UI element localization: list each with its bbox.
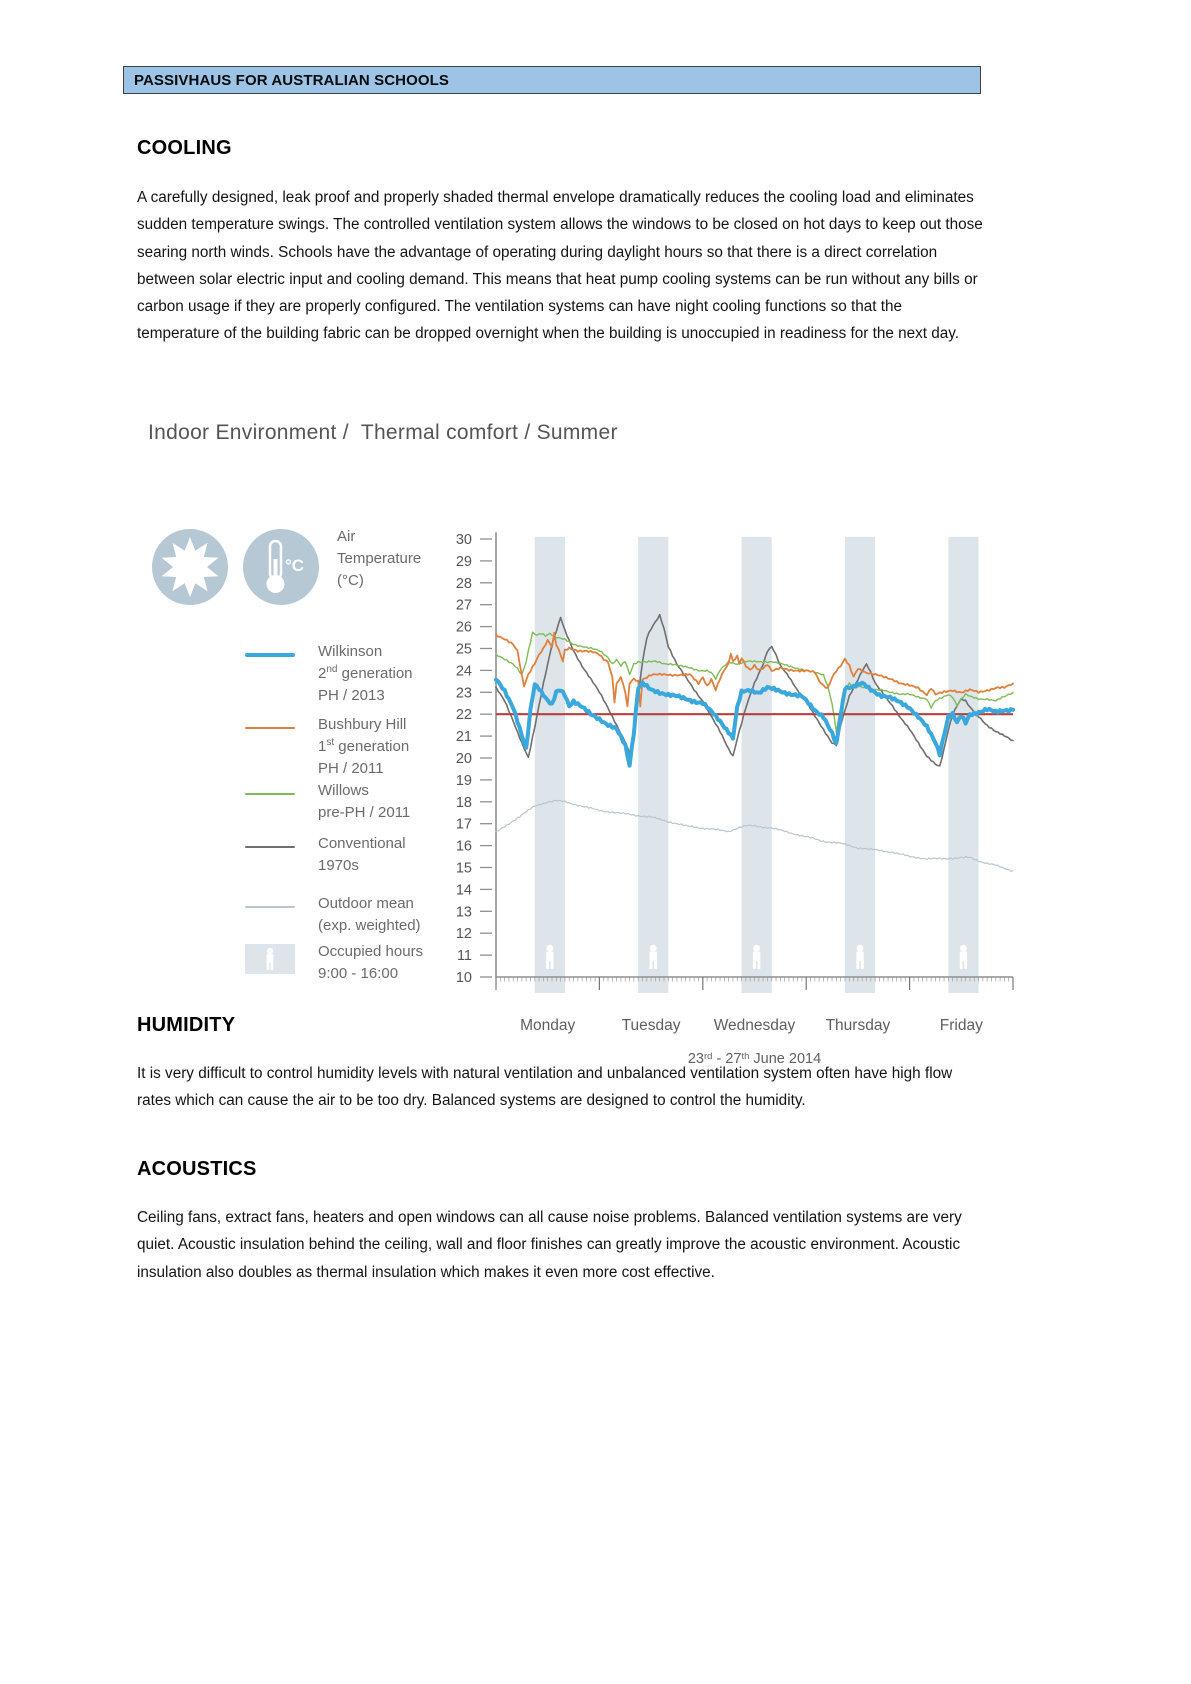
legend-line-sample — [245, 653, 295, 657]
y-tick-label: 25 — [455, 641, 472, 658]
y-tick-label: 18 — [455, 794, 472, 811]
y-tick-label: 22 — [455, 707, 472, 724]
figure-legend — [137, 520, 447, 1000]
acoustics-paragraph: Ceiling fans, extract fans, heaters and open windows can all cause noise problems. Balanced ventilation systems are very quiet. Acoustic insulation behind the ceiling, wall and floor finishes can greatly improve the acoustic environment. Acoustic insulation also doubles as thermal insulation which makes it even more cost effective. — [137, 1209, 962, 1281]
y-tick-label: 30 — [455, 532, 472, 548]
y-tick-label: 16 — [455, 838, 472, 855]
legend-line-sample — [245, 906, 295, 908]
chart-caption: 23rd - 27th June 2014 — [687, 1051, 822, 1067]
occupied-hours-band — [845, 537, 875, 993]
y-tick-label: 13 — [455, 904, 472, 921]
svg-text:°C: °C — [285, 556, 305, 575]
y-tick-label: 27 — [455, 597, 472, 614]
page-header-title: PASSIVHAUS FOR AUSTRALIAN SCHOOLS — [134, 71, 449, 89]
section-heading-acoustics: ACOUSTICS — [137, 1158, 257, 1180]
y-tick-label: 20 — [455, 751, 472, 767]
occupied-hours-band — [742, 537, 772, 993]
thermal-comfort-chart — [410, 525, 1050, 1081]
section-heading-humidity: HUMIDITY — [137, 1014, 236, 1036]
y-tick-label: 17 — [455, 816, 472, 833]
day-label: Thursday — [825, 1017, 891, 1034]
y-tick-label: 19 — [455, 772, 472, 789]
y-tick-label: 14 — [455, 882, 472, 899]
cooling-paragraph: A carefully designed, leak proof and properly shaded thermal envelope dramatically reduces the cooling load and eliminates sudden temperature swings. The controlled ventilation system allows the windows to be closed on hot days to keep out those searing north winds. Schools have the advantage of operating during daylight hours so that there is a direct correlation between solar electric input and cooling demand. This means that heat pump cooling systems can be run without any bills or carbon usage if they are properly configured. The ventilation systems can have night cooling functions so that the temperature of the building fabric can be dropped overnight when the building is unoccupied in readiness for the next day. — [137, 189, 983, 343]
legend-line-sample — [245, 793, 295, 795]
y-tick-label: 10 — [455, 970, 472, 986]
legend-item-label: Occupied hours 9:00 - 16:00 — [318, 943, 424, 982]
y-tick-label: 26 — [455, 619, 472, 636]
y-tick-label: 11 — [456, 948, 472, 965]
occupied-hours-band — [948, 537, 978, 993]
figure-title: Indoor Environment / Thermal comfort / Summer — [148, 421, 618, 444]
day-label: Friday — [939, 1017, 983, 1034]
day-label: Monday — [520, 1017, 576, 1034]
sun-icon — [152, 529, 228, 605]
y-tick-label: 29 — [455, 553, 472, 570]
thermometer-icon — [243, 529, 319, 605]
y-tick-label: 21 — [455, 729, 472, 746]
air-temperature-axis-label: Air Temperature (°C) — [337, 528, 422, 589]
y-tick-label: 23 — [455, 685, 472, 702]
legend-line-sample — [245, 727, 295, 729]
legend-occupied-sample — [245, 944, 295, 974]
day-label: Tuesday — [621, 1017, 681, 1034]
legend-item-label: Bushbury Hill 1st generation PH / 2011 — [318, 716, 410, 777]
legend-item-label: Willows pre-PH / 2011 — [318, 782, 411, 821]
legend-line-sample — [245, 846, 295, 848]
section-heading-cooling: COOLING — [137, 137, 232, 159]
legend-item-label: Conventional 1970s — [318, 835, 406, 874]
day-label: Wednesday — [713, 1017, 796, 1034]
chart-area — [410, 525, 1050, 1081]
y-tick-label: 24 — [455, 663, 472, 680]
humidity-paragraph: It is very difficult to control humidity levels with natural ventilation and unbalanced ventilation system often have high flow rates which can cause the air to be too dry. Balanced systems are designed to control the humidity. — [137, 1065, 953, 1110]
legend-item-label: Outdoor mean (exp. weighted) — [318, 895, 421, 934]
y-tick-label: 15 — [455, 860, 472, 877]
occupied-hours-band — [638, 537, 668, 993]
y-tick-label: 28 — [455, 575, 472, 592]
occupied-hours-band — [535, 537, 565, 993]
y-tick-label: 12 — [455, 926, 472, 943]
legend-item-label: Wilkinson 2nd generation PH / 2013 — [318, 643, 413, 704]
page-header-banner — [123, 66, 981, 94]
